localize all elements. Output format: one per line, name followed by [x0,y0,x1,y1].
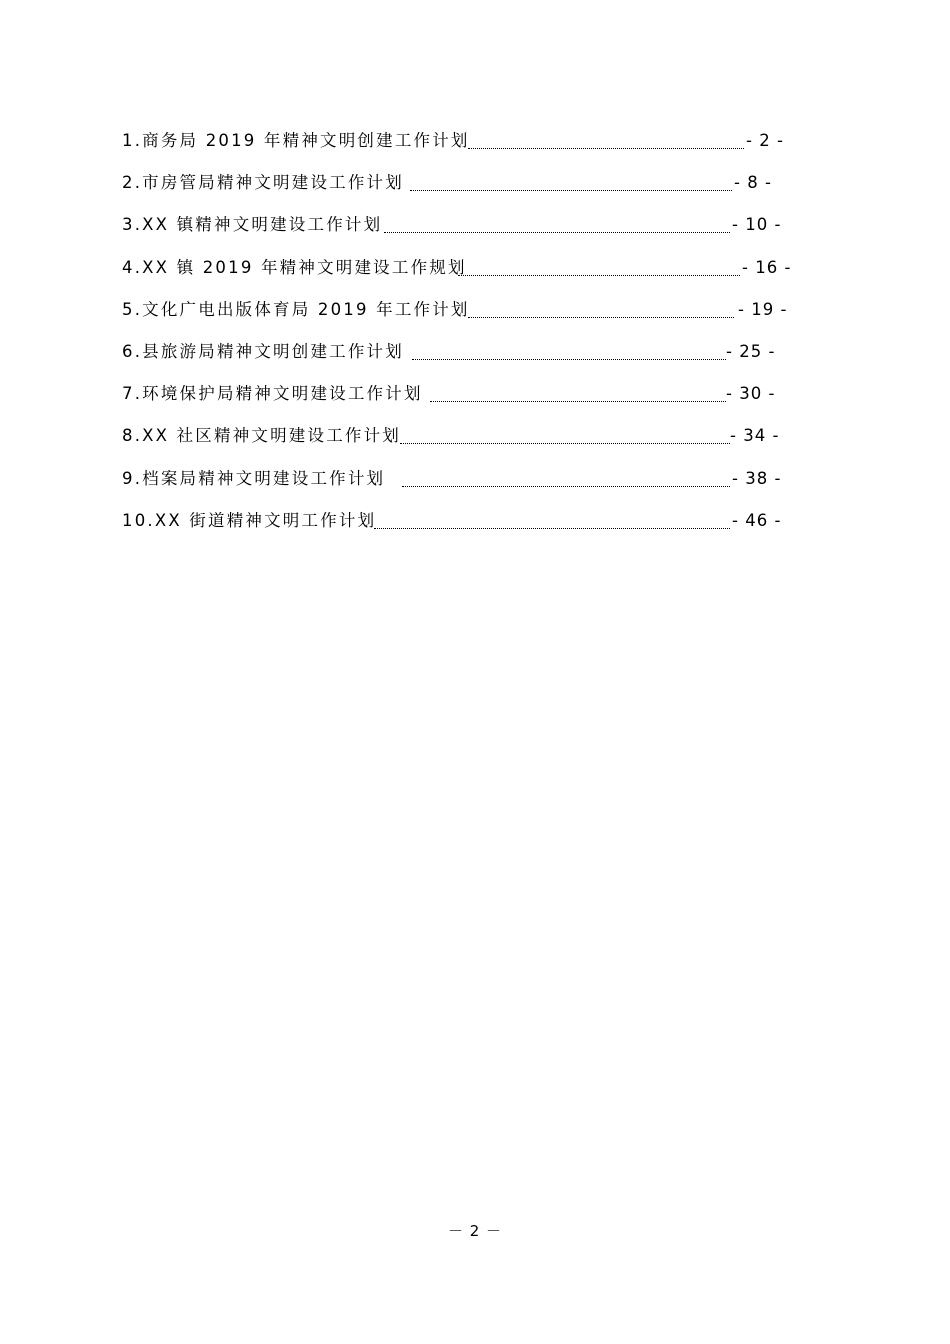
toc-entry-title: 10.XX 街道精神文明工作计划 [122,510,377,530]
toc-entry-9[interactable] [122,461,802,503]
toc-entry-title: 8.XX 社区精神文明建设工作计划 [122,426,401,446]
page-number: － 2 － [447,1222,503,1240]
toc-entry-page: - 16 - [742,257,792,277]
toc-entry-page: - 46 - [732,510,782,530]
toc-dot-leader [384,218,730,233]
toc-entry-7[interactable] [122,376,802,418]
toc-entry-page: - 8 - [734,173,772,193]
toc-entry-page: - 19 - [738,299,788,319]
toc-entry-page: - 38 - [732,468,782,488]
toc-entry-2[interactable] [122,165,802,207]
toc-dot-leader [412,345,726,360]
table-of-contents [122,123,802,545]
toc-dot-leader [430,387,726,402]
toc-entry-title: 2.市房管局精神文明建设工作计划 [122,173,404,193]
toc-entry-title: 7.环境保护局精神文明建设工作计划 [122,384,423,404]
toc-entry-title: 4.XX 镇 2019 年精神文明建设工作规划 [122,257,467,277]
toc-entry-4[interactable] [122,250,802,292]
toc-dot-leader [458,261,740,276]
toc-entry-5[interactable] [122,292,802,334]
toc-dot-leader [468,303,734,318]
toc-entry-page: - 34 - [730,426,780,446]
toc-entry-title: 6.县旅游局精神文明创建工作计划 [122,341,404,361]
toc-dot-leader [400,429,730,444]
toc-dot-leader [410,176,732,191]
toc-entry-8[interactable] [122,418,802,460]
toc-entry-title: 5.文化广电出版体育局 2019 年工作计划 [122,299,470,319]
toc-dot-leader [468,134,744,149]
toc-entry-page: - 2 - [746,131,784,150]
toc-dot-leader [402,472,730,487]
toc-entry-title: 3.XX 镇精神文明建设工作计划 [122,215,383,235]
toc-entry-title: 1.商务局 2019 年精神文明创建工作计划 [122,131,470,150]
toc-entry-1[interactable] [122,123,802,165]
toc-entry-title: 9.档案局精神文明建设工作计划 [122,468,386,488]
toc-entry-page: - 25 - [726,341,776,361]
toc-entry-10[interactable] [122,503,802,545]
toc-entry-page: - 30 - [726,384,776,404]
toc-dot-leader [374,514,730,529]
toc-entry-3[interactable] [122,207,802,249]
toc-entry-page: - 10 - [732,215,782,235]
toc-entry-6[interactable] [122,334,802,376]
